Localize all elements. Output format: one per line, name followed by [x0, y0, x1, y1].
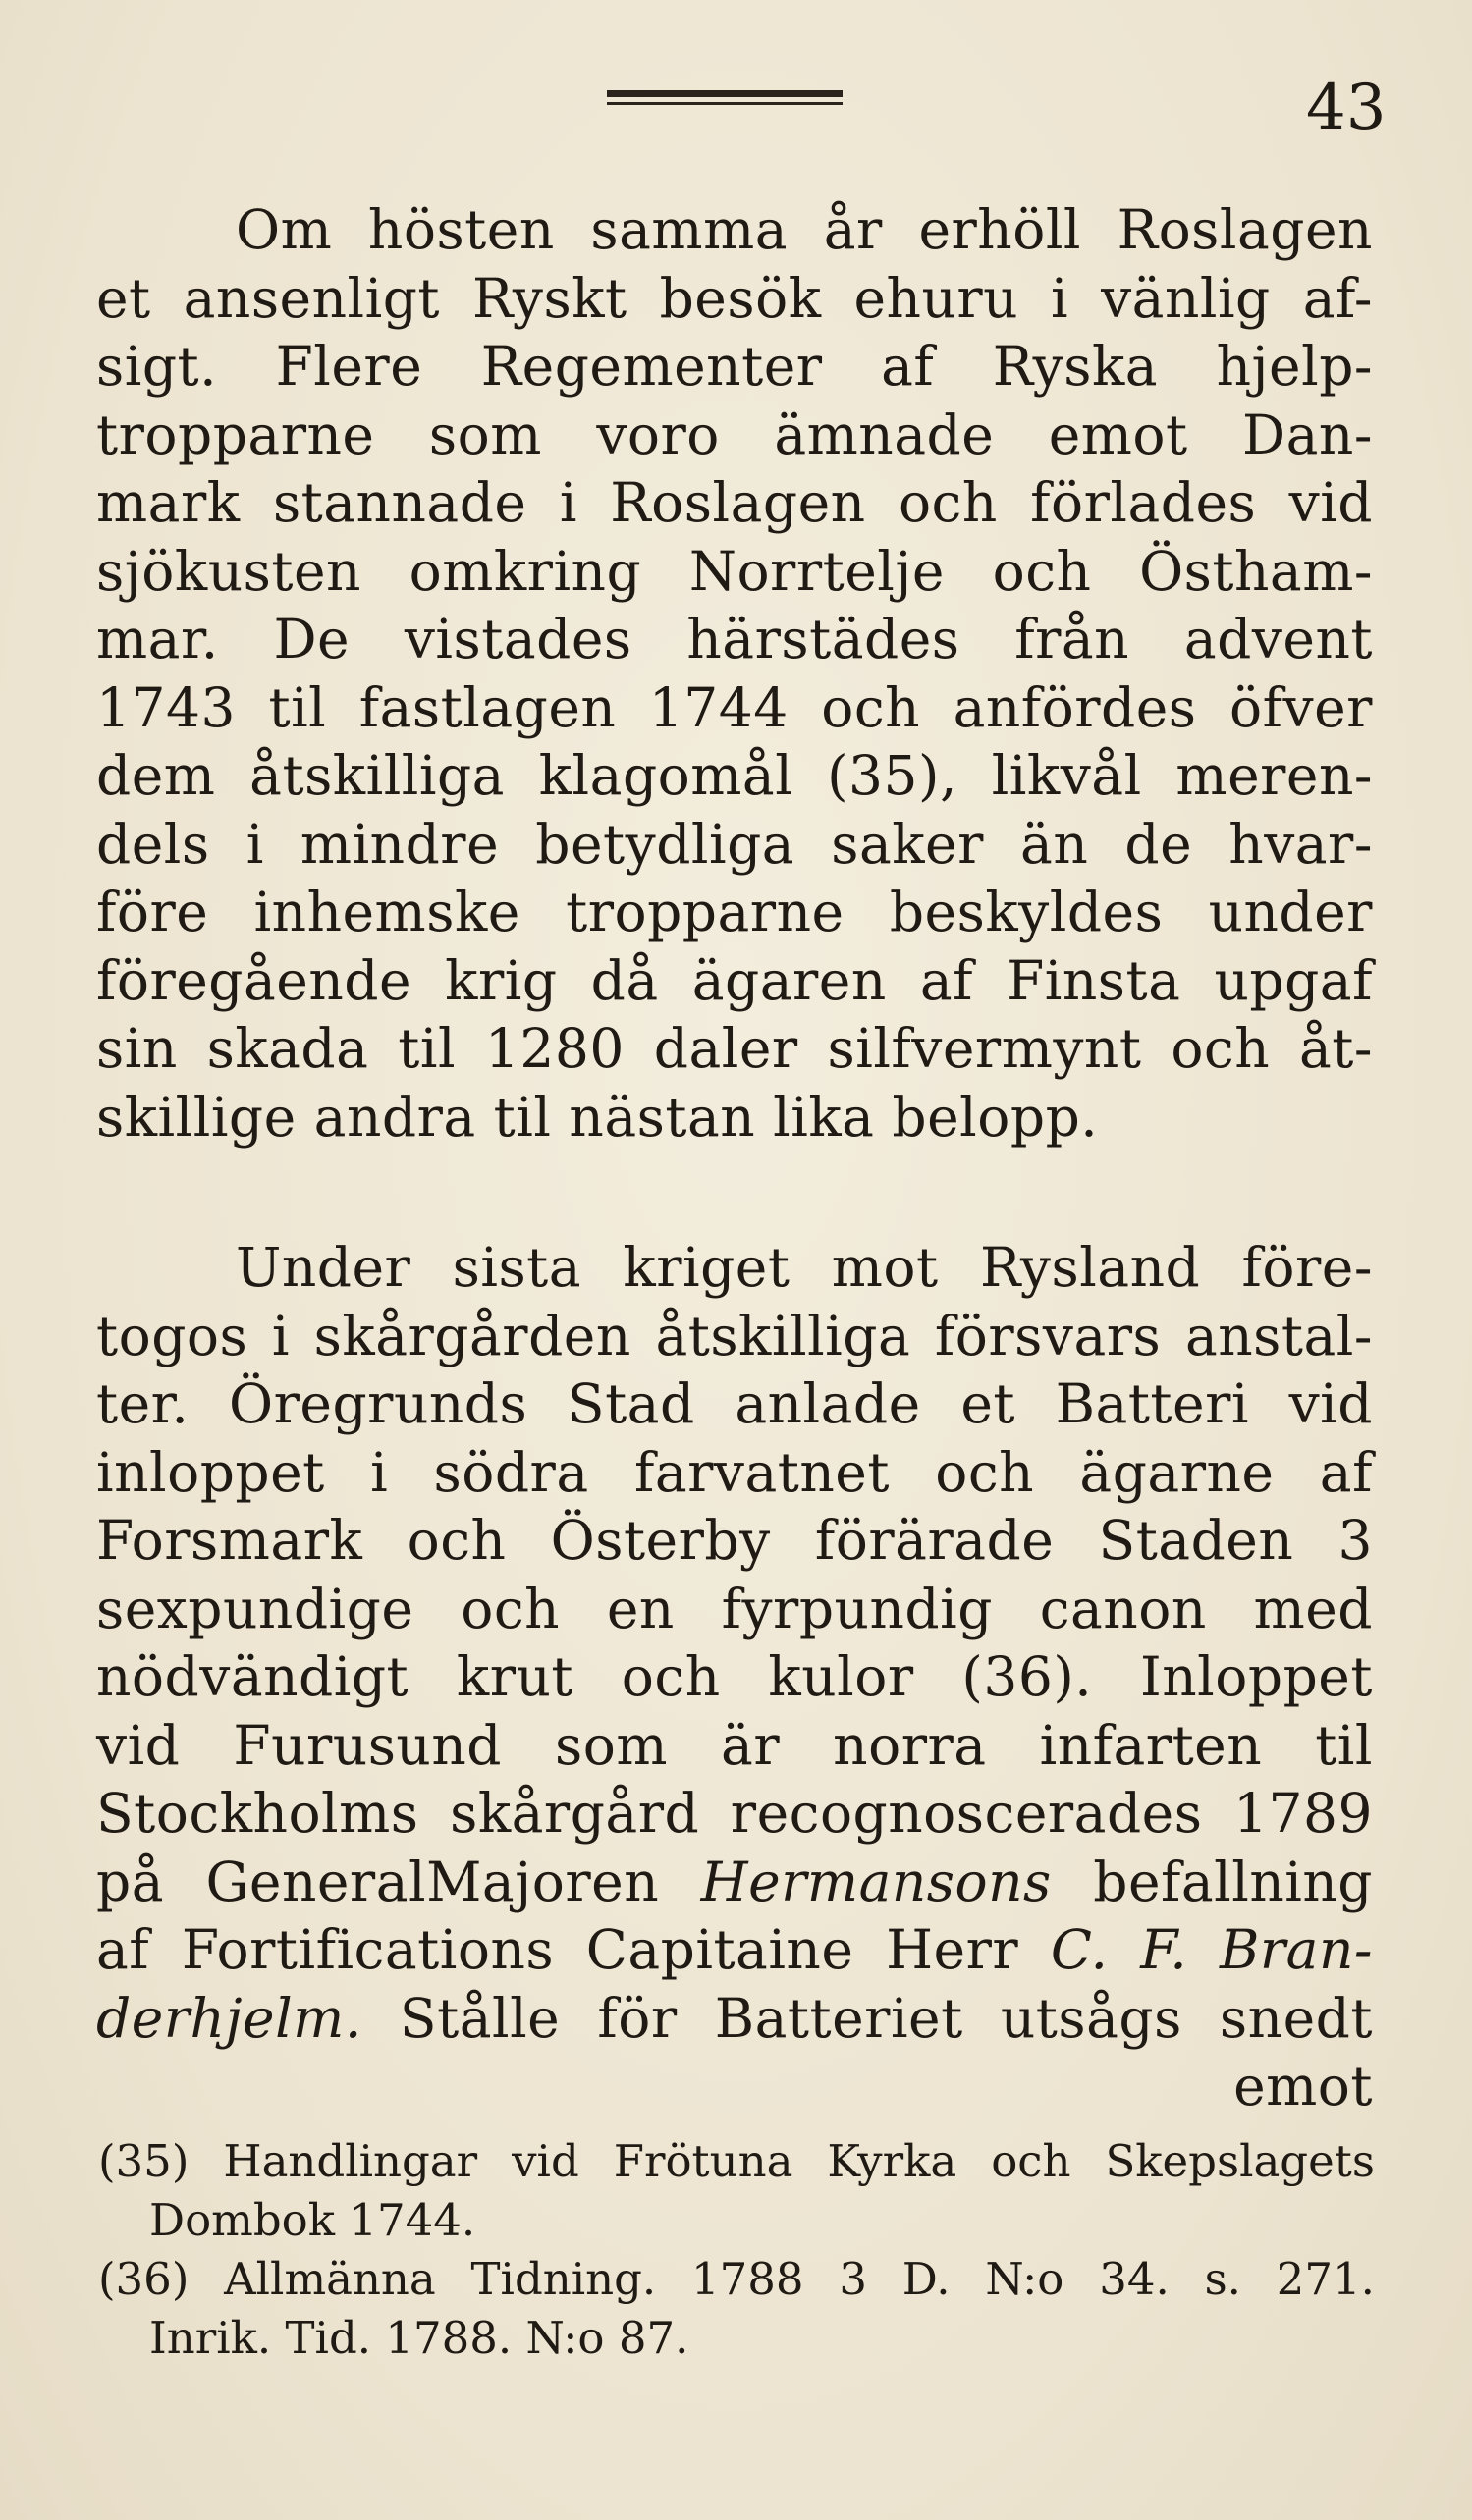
text-line: Under sista kriget mot Rysland före- — [236, 1236, 1373, 1299]
text-line: sigt. Flere Regementer af Ryska hjelp- — [96, 335, 1373, 398]
footnote-35-line: (35) Handlingar vid Frötuna Kyrka och Skepslagets — [98, 2135, 1375, 2187]
text-line: 1743 til fastlagen 1744 och anfördes öfver — [96, 675, 1373, 739]
text-line: sin skada til 1280 daler silfvermynt och åt- — [96, 1017, 1373, 1080]
text-line: dels i mindre betydliga saker än de hvar- — [96, 812, 1373, 876]
text-line: vid Furusund som är norra infarten til — [96, 1713, 1373, 1777]
body-text — [96, 196, 1373, 2121]
text-line: tropparne som voro ämnade emot Dan- — [96, 402, 1373, 466]
text-line: Stockholms skårgård recognoscerades 1789 — [96, 1782, 1373, 1845]
text-line: af Fortifications Capitaine Herr C. F. Bran- — [96, 1918, 1373, 1981]
footnote-36-line: (36) Allmänna Tidning. 1788 3 D. N:o 34. s. 271. — [98, 2253, 1375, 2305]
catchword: emot — [1233, 2055, 1373, 2118]
text-line: Om hösten samma år erhöll Roslagen — [236, 198, 1373, 261]
page-number: 43 — [1306, 72, 1387, 144]
text-line: föregående krig då ägaren af Finsta upgaf — [96, 948, 1373, 1012]
text-line: mar. De vistades härstädes från advent — [96, 608, 1373, 670]
footnote-36-line: Inrik. Tid. 1788. N:o 87. — [149, 2312, 689, 2364]
text-line: ter. Öregrunds Stad anlade et Batteri vid — [96, 1372, 1373, 1435]
text-line: nödvändigt krut och kulor (36). Inloppet — [96, 1645, 1373, 1708]
text-line: sexpundige och en fyrpundig canon med — [96, 1577, 1373, 1640]
paragraph-gap — [96, 1152, 1373, 1234]
text-line: före inhemske tropparne beskyldes under — [96, 881, 1373, 943]
header-rule — [607, 90, 843, 108]
footnotes — [98, 2132, 1375, 2368]
header-rule-thick — [607, 90, 843, 97]
header-rule-thin — [607, 102, 843, 105]
text-line: skillige andra til nästan lika belopp. — [96, 1085, 1099, 1149]
text-line: togos i skårgården åtskilliga försvars anstal- — [96, 1304, 1373, 1367]
text-line: mark stannade i Roslagen och förlades vid — [96, 471, 1373, 534]
text-line: et ansenligt Ryskt besök ehuru i vänlig af- — [96, 266, 1373, 330]
text-line: Forsmark och Österby förärade Staden 3 — [96, 1509, 1373, 1572]
text-line: dem åtskilliga klagomål (35), likvål meren- — [96, 744, 1373, 807]
text-line: på GeneralMajoren Hermansons befallning — [96, 1850, 1373, 1913]
footnote-35-line: Dombok 1744. — [149, 2194, 476, 2246]
text-line: derhjelm. Stålle för Batteriet utsågs snedt — [96, 1986, 1373, 2050]
text-line: sjökusten omkring Norrtelje och Östham- — [96, 539, 1373, 603]
text-line: inloppet i södra farvatnet och ägarne af — [96, 1440, 1373, 1504]
